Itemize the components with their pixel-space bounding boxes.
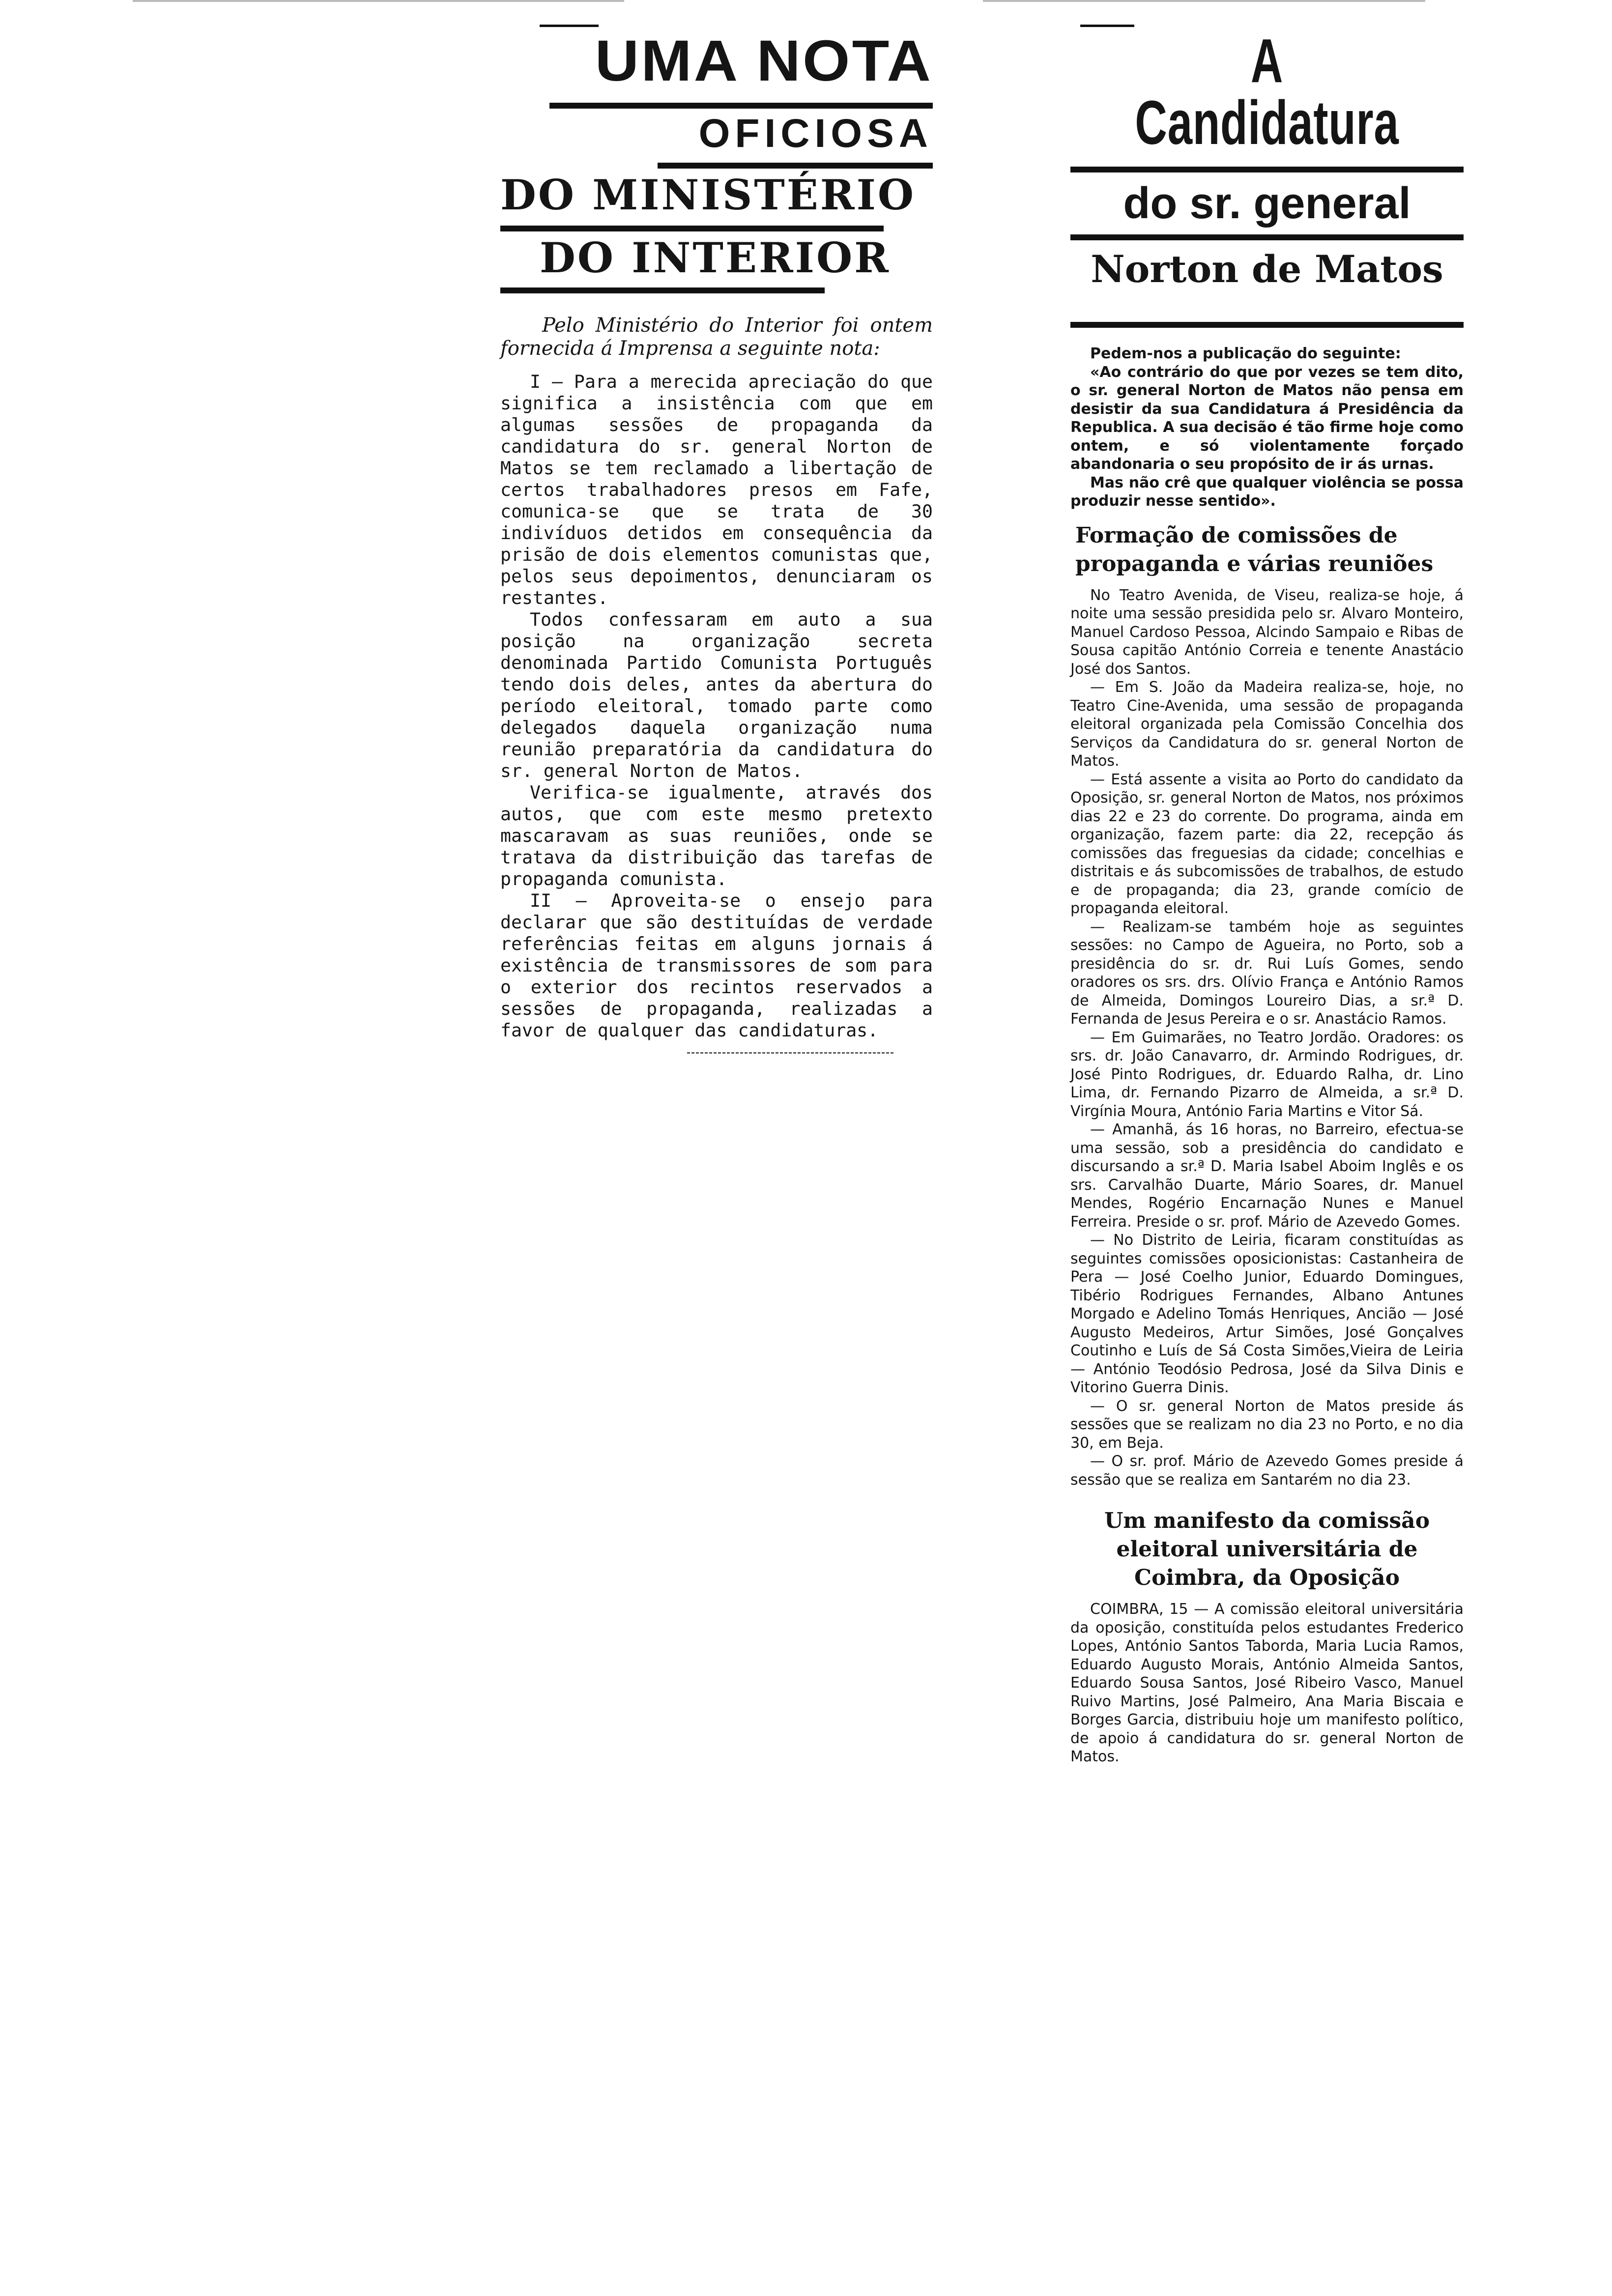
intro-line: Pedem-nos a publicação do seguinte:: [1090, 345, 1401, 363]
headline-oficiosa: OFICIOSA: [698, 111, 933, 156]
paragraph: — O sr. general Norton de Matos preside ás sessões que se realizam no dia 23 no Porto, e no dia 30, em Beja.: [1070, 1397, 1464, 1452]
headline-do-sr-general: do sr. general: [1123, 179, 1411, 228]
paragraph: No Teatro Avenida, de Viseu, realiza-se hoje, á noite uma sessão presidida pelo sr. Alvaro Monteiro, Manuel Cardoso Pessoa, Alcindo Sampaio e Ribas de Sousa capitão António Correia e tenente Anastácio José dos Santos.: [1070, 586, 1464, 678]
subhead-manifesto-coimbra: Um manifesto da comissão eleitoral universitária de Coimbra, da Oposição: [1104, 1508, 1430, 1591]
article-body: [500, 371, 933, 1041]
paragraph: COIMBRA, 15 — A comissão eleitoral universitária da oposição, constituída pelos estudantes Frederico Lopes, António Santos Taborda, Maria Lucia Ramos, Eduardo Augusto Morais, António Almeida Santos, Eduardo Sousa Santos, José Ribeiro Vasco, Manuel Ruivo Martins, José Palmeiro, Ana Maria Biscaia e Borges Garcia, distribuiu hoje um manifesto político, de apoio á candidatura do sr. general Norton de Matos.: [1070, 1601, 1464, 1766]
paragraph: — Realizam-se também hoje as seguintes sessões: no Campo de Agueira, no Porto, sob a presidência do sr. dr. Rui Luís Gomes, sendo oradores os srs. drs. Olívio França e António Ramos de Almeida, Domingos Loureiro Dias, a sr.ª D. Fernanda de Jesus Pereira e o sr. Anastácio Ramos.: [1070, 918, 1464, 1028]
paragraph: — Em S. João da Madeira realiza-se, hoje, no Teatro Cine-Avenida, uma sessão de propaganda eleitoral organizada pela Comissão Concelhia dos Serviços da Candidatura do sr. general Norton de Matos.: [1070, 679, 1464, 770]
paragraph: — No Distrito de Leiria, ficaram constituídas as seguintes comissões oposicionistas: Castanheira de Pera — José Coelho Junior, Eduardo Domingues, Tibério Rodrigues Fernandes, Albano Antunes Morgado e Adelino Tomás Henriques, Ancião — José Augusto Medeiros, Artur Simões, José Gonçalves Coutinho e Luís de Sá Costa Simões,Vieira de Leiria — António Teodósio Pedrosa, José da Silva Dinis e Vitorino Guerra Dinis.: [1070, 1232, 1464, 1397]
headline-do-ministerio: DO MINISTÉRIO: [500, 171, 916, 219]
intro-quote: «Ao contrário do que por vezes se tem dito, o sr. general Norton de Matos não pensa em desistir da sua Candidatura á Presidência da Republica. A sua decisão é tão firme hoje como ontem, e só violentamente forçado abandonaria o seu propósito de ir ás urnas.: [1070, 363, 1464, 473]
divider: [1080, 25, 1134, 27]
subhead-formacao-comissoes: Formação de comissões de propaganda e várias reuniões: [1075, 522, 1434, 576]
scan-edge-mark: [133, 0, 624, 2]
divider: [1070, 322, 1464, 328]
headline-uma-nota: UMA NOTA: [595, 29, 933, 93]
article-lede: Pelo Ministério do Interior foi ontem fornecida á Imprensa a seguinte nota:: [500, 314, 933, 360]
divider: [500, 287, 825, 293]
divider: [658, 163, 933, 169]
intro-block: [1070, 344, 1464, 511]
paragraph: — Está assente a visita ao Porto do candidato da Oposição, sr. general Norton de Matos, nos próximos dias 22 e 23 do corrente. Do programa, ainda em organização, fazem parte: dia 22, recepção ás comissões das freguesias da cidade; concelhias e distritais e ás subcomissões de trabalhos, de estudo e de propaganda; dia 23, grande comício de propaganda eleitoral.: [1070, 771, 1464, 918]
section-manifesto: [1070, 1600, 1464, 1766]
divider: [1070, 234, 1464, 240]
paragraph: II — Aproveita-se o ensejo para declarar que são destituídas de verdade referências feitas em alguns jornais á existência de transmissores de som para o exterior dos recintos reservados a sessões de propaganda, realizadas a favor de qualquer das candidaturas.: [500, 890, 933, 1041]
paragraph: Todos confessaram em auto a sua posição na organização secreta denominada Partido Comunista Português tendo dois deles, antes da abertura do período eleitoral, tomado parte como delegados daquela organização numa reunião preparatória da candidatura do sr. general Norton de Matos.: [500, 609, 933, 782]
divider: [1070, 167, 1464, 172]
headline-a-candidatura: A Candidatura: [1135, 26, 1399, 157]
scan-edge-mark: [983, 0, 1425, 2]
section-comissoes: [1070, 586, 1464, 1490]
paragraph: Verifica-se igualmente, através dos autos, que com este mesmo pretexto mascaravam as suas reuniões, onde se tratava da distribuição das tarefas de propaganda comunista.: [500, 782, 933, 890]
end-rule: [687, 1052, 893, 1055]
paragraph: — Amanhã, ás 16 horas, no Barreiro, efectua-se uma sessão, sob a presidência do candidato e discursando a sr.ª D. Maria Isabel Aboim Inglês e os srs. Carvalhão Duarte, Mário Soares, dr. Manuel Mendes, Rogério Encarnação Nunes e Manuel Ferreira. Preside o sr. prof. Mário de Azevedo Gomes.: [1070, 1121, 1464, 1231]
headline-norton-de-matos: Norton de Matos: [1091, 247, 1443, 291]
paragraph: — Em Guimarães, no Teatro Jordão. Oradores: os srs. dr. João Canavarro, dr. Armindo Rodrigues, dr. José Pinto Rodrigues, dr. Eduardo Ralha, dr. Lino Lima, dr. Fernando Pizarro de Almeida, a sr.ª D. Virgínia Moura, António Faria Martins e Vitor Sá.: [1070, 1029, 1464, 1120]
paragraph: — O sr. prof. Mário de Azevedo Gomes preside á sessão que se realiza em Santarém no dia 23.: [1070, 1453, 1464, 1489]
divider: [549, 103, 933, 109]
paragraph: I — Para a merecida apreciação do que significa a insistência com que em algumas sessões de propaganda da candidatura do sr. general Norton de Matos se tem reclamado a libertação de certos trabalhadores presos em Fafe, comunica-se que se trata de 30 indivíduos detidos em consequência da prisão de dois elementos comunistas que, pelos seus depoimentos, denunciaram os restantes.: [500, 371, 933, 609]
divider: [500, 226, 884, 231]
divider: [540, 25, 599, 27]
intro-quote-end: Mas não crê que qualquer violência se possa produzir nesse sentido».: [1070, 474, 1464, 510]
article-nota-oficiosa: [500, 25, 933, 1055]
headline-do-interior: DO INTERIOR: [540, 233, 891, 283]
article-candidatura: [1070, 25, 1464, 1766]
